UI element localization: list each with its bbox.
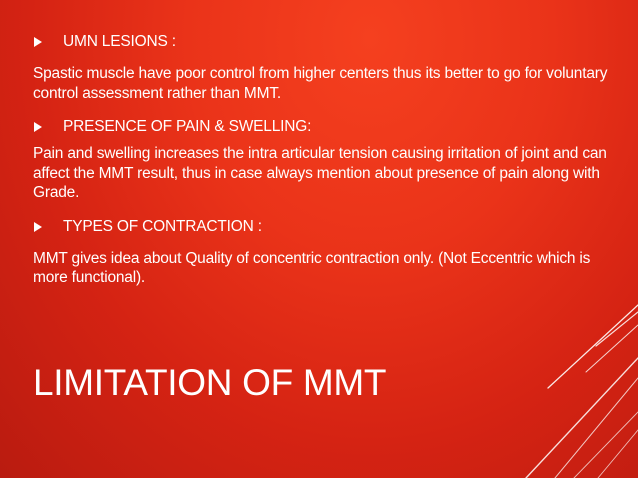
deco-line [598,430,638,478]
paragraph-contraction: MMT gives idea about Quality of concentric contraction only. (Not Eccentric which is more functional). [33,249,591,286]
heading-text: TYPES OF CONTRACTION : [63,217,262,235]
deco-line [555,378,638,478]
heading-text: PRESENCE OF PAIN & SWELLING: [63,118,312,135]
deco-line [586,325,638,372]
heading-text: UMN LESIONS : [63,33,176,50]
deco-line [548,305,638,388]
paragraph-umn-lesions: Spastic muscle have poor control from higher centers thus its better to go for voluntary control assessment rather than MMT. [33,65,608,102]
slide-title: LIMITATION OF MMT [33,362,387,403]
deco-line [596,312,638,346]
paragraph-pain-swelling: Pain and swelling increases the intra articular tension causing irritation of joint and can affect the MMT result, thus in case always mention about presence of pain along with Grade. [33,145,607,201]
deco-line [526,358,638,478]
